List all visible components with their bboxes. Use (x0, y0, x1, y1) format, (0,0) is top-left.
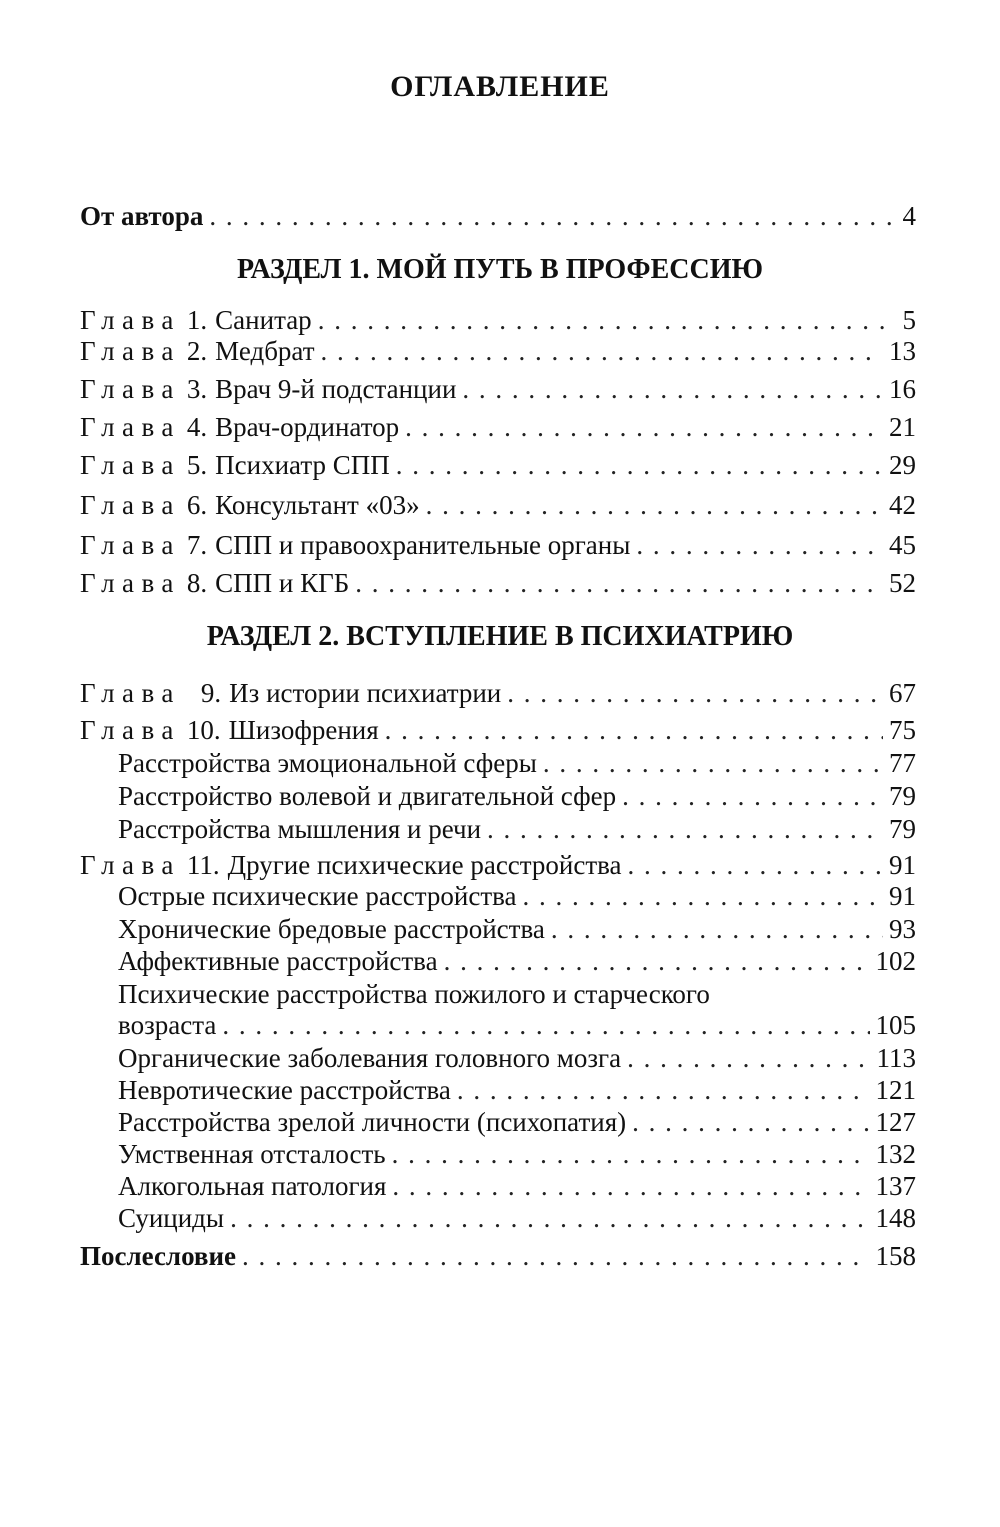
toc-entry-page: 77 (889, 748, 916, 778)
toc-subentry[interactable] (118, 879, 916, 913)
toc-subentry[interactable] (118, 1105, 916, 1139)
toc-entry-label: Органические заболевания головного мозга (118, 1043, 622, 1073)
toc-entry-label: Психиатр СПП (215, 450, 390, 480)
section-heading-2: РАЗДЕЛ 2. ВСТУПЛЕНИЕ В ПСИХИАТРИЮ (206, 621, 794, 652)
toc-entry-page: 93 (889, 914, 916, 944)
leader-dots (507, 676, 883, 710)
toc-entry-afterword[interactable] (80, 1239, 916, 1273)
chapter-lead: Глава (80, 450, 181, 480)
toc-entry-page: 105 (875, 1010, 916, 1040)
toc-entry-chapter-4[interactable] (80, 410, 916, 444)
toc-entry-label: Психические расстройства пожилого и старческого (118, 979, 710, 1009)
toc-entry-page: 79 (889, 781, 916, 811)
leader-dots (385, 713, 883, 747)
toc-entry-chapter-1[interactable] (80, 303, 916, 337)
leader-dots (462, 372, 883, 406)
toc-entry-chapter-5[interactable] (80, 448, 916, 482)
toc-entry-page: 29 (889, 450, 916, 480)
leader-dots (636, 528, 883, 562)
leader-dots (396, 448, 883, 482)
toc-entry-page: 137 (875, 1171, 916, 1201)
leader-dots (392, 1137, 870, 1171)
chapter-lead: Глава (80, 715, 181, 745)
toc-entry-label: возраста (118, 1010, 217, 1040)
toc-entry-chapter-10[interactable] (80, 713, 916, 747)
chapter-lead: Глава (80, 336, 181, 366)
toc-entry-label: Медбрат (215, 336, 315, 366)
toc-entry-page: 148 (875, 1203, 916, 1233)
chapter-number: 10. (186, 715, 221, 745)
toc-subentry[interactable] (118, 779, 916, 813)
chapter-lead: Глава (80, 305, 181, 335)
chapter-number: 1. (186, 305, 208, 335)
toc-subentry[interactable] (118, 1201, 916, 1235)
toc-entry-chapter-11[interactable] (80, 848, 916, 882)
leader-dots (222, 1008, 869, 1042)
toc-entry-label: Санитар (215, 305, 312, 335)
toc-subentry[interactable] (118, 812, 916, 846)
toc-subentry[interactable] (118, 912, 916, 946)
toc-entry-page: 16 (889, 374, 916, 404)
leader-dots (543, 746, 883, 780)
leader-dots (405, 410, 883, 444)
toc-entry-label: СПП и КГБ (215, 568, 350, 598)
toc-entry-page: 5 (902, 305, 916, 335)
leader-dots (318, 303, 897, 337)
toc-entry-label: Шизофрения (228, 715, 379, 745)
toc-subentry[interactable] (118, 1073, 916, 1107)
toc-entry-page: 21 (889, 412, 916, 442)
toc-entry-page: 13 (889, 336, 916, 366)
toc-entry-label: Расстройства зрелой личности (психопатия) (118, 1107, 627, 1137)
toc-subentry[interactable] (118, 944, 916, 978)
toc-subentry[interactable] (118, 1137, 916, 1171)
chapter-lead: Глава (80, 678, 181, 708)
chapter-lead: Глава (80, 374, 181, 404)
toc-entry-page: 121 (875, 1075, 916, 1105)
chapter-number: 8. (186, 568, 208, 598)
section-heading-1: РАЗДЕЛ 1. МОЙ ПУТЬ В ПРОФЕССИЮ (236, 254, 764, 285)
chapter-number: 9. (200, 678, 222, 708)
leader-dots (321, 334, 883, 368)
leader-dots (622, 779, 883, 813)
toc-entry-page: 132 (875, 1139, 916, 1169)
toc-subentry[interactable] (118, 1008, 916, 1042)
toc-entry-label: СПП и правоохранительные органы (215, 530, 631, 560)
page-title: ОГЛАВЛЕНИЕ (390, 70, 610, 103)
toc-entry-page: 91 (889, 850, 916, 880)
toc-subentry-wrapped-line[interactable] (118, 977, 916, 1011)
leader-dots (426, 488, 883, 522)
chapter-number: 2. (186, 336, 208, 366)
toc-entry-foreword[interactable] (80, 199, 916, 233)
toc-entry-page: 79 (889, 814, 916, 844)
toc-entry-page: 45 (889, 530, 916, 560)
chapter-number: 4. (186, 412, 208, 442)
chapter-number: 6. (186, 490, 208, 520)
chapter-lead: Глава (80, 530, 181, 560)
toc-entry-chapter-7[interactable] (80, 528, 916, 562)
leader-dots (551, 912, 883, 946)
toc-entry-label: От автора (80, 201, 204, 231)
toc-entry-chapter-8[interactable] (80, 566, 916, 600)
leader-dots (230, 1201, 869, 1235)
chapter-number: 7. (186, 530, 208, 560)
chapter-lead: Глава (80, 412, 181, 442)
toc-entry-page: 127 (875, 1107, 916, 1137)
toc-entry-page: 102 (875, 946, 916, 976)
toc-entry-page: 42 (889, 490, 916, 520)
toc-entry-page: 75 (889, 715, 916, 745)
leader-dots (627, 1041, 870, 1075)
toc-entry-page: 113 (876, 1043, 916, 1073)
toc-entry-page: 52 (889, 568, 916, 598)
leader-dots (242, 1239, 869, 1273)
toc-entry-label: Невротические расстройства (118, 1075, 451, 1105)
toc-entry-chapter-3[interactable] (80, 372, 916, 406)
toc-entry-label: Послесловие (80, 1241, 237, 1271)
toc-entry-label: Врач 9-й подстанции (215, 374, 457, 404)
toc-entry-page: 4 (902, 201, 916, 231)
toc-entry-label: Из истории психиатрии (229, 678, 502, 708)
toc-subentry[interactable] (118, 746, 916, 780)
toc-entry-chapter-6[interactable] (80, 488, 916, 522)
toc-entry-label: Расстройство волевой и двигательной сфер (118, 781, 617, 811)
leader-dots (628, 848, 883, 882)
leader-dots (355, 566, 883, 600)
toc-entry-label: Аффективные расстройства (118, 946, 438, 976)
toc-entry-label: Врач-ординатор (215, 412, 400, 442)
chapter-lead: Глава (80, 490, 181, 520)
leader-dots (457, 1073, 870, 1107)
toc-entry-label: Умственная отсталость (118, 1139, 386, 1169)
chapter-lead: Глава (80, 850, 181, 880)
toc-entry-label: Другие психические расстройства (227, 850, 622, 880)
toc-entry-label: Суициды (118, 1203, 225, 1233)
leader-dots (523, 879, 883, 913)
toc-entry-label: Расстройства эмоциональной сферы (118, 748, 537, 778)
chapter-number: 5. (186, 450, 208, 480)
toc-entry-chapter-9[interactable] (80, 676, 916, 710)
leader-dots (392, 1169, 869, 1203)
toc-subentry[interactable] (118, 1041, 916, 1075)
toc-entry-label: Хронические бредовые расстройства (118, 914, 545, 944)
leader-dots (487, 812, 883, 846)
chapter-lead: Глава (80, 568, 181, 598)
leader-dots (632, 1105, 869, 1139)
leader-dots (209, 199, 896, 233)
toc-entry-label: Расстройства мышления и речи (118, 814, 482, 844)
toc-subentry[interactable] (118, 1169, 916, 1203)
toc-entry-chapter-2[interactable] (80, 334, 916, 368)
toc-entry-label: Консультант «03» (215, 490, 420, 520)
chapter-number: 3. (186, 374, 208, 404)
toc-entry-page: 67 (889, 678, 916, 708)
toc-entry-label: Острые психические расстройства (118, 881, 517, 911)
leader-dots (444, 944, 870, 978)
chapter-number: 11. (186, 850, 220, 880)
toc-entry-page: 91 (889, 881, 916, 911)
toc-entry-label: Алкогольная патология (118, 1171, 387, 1201)
toc-entry-page: 158 (875, 1241, 916, 1271)
